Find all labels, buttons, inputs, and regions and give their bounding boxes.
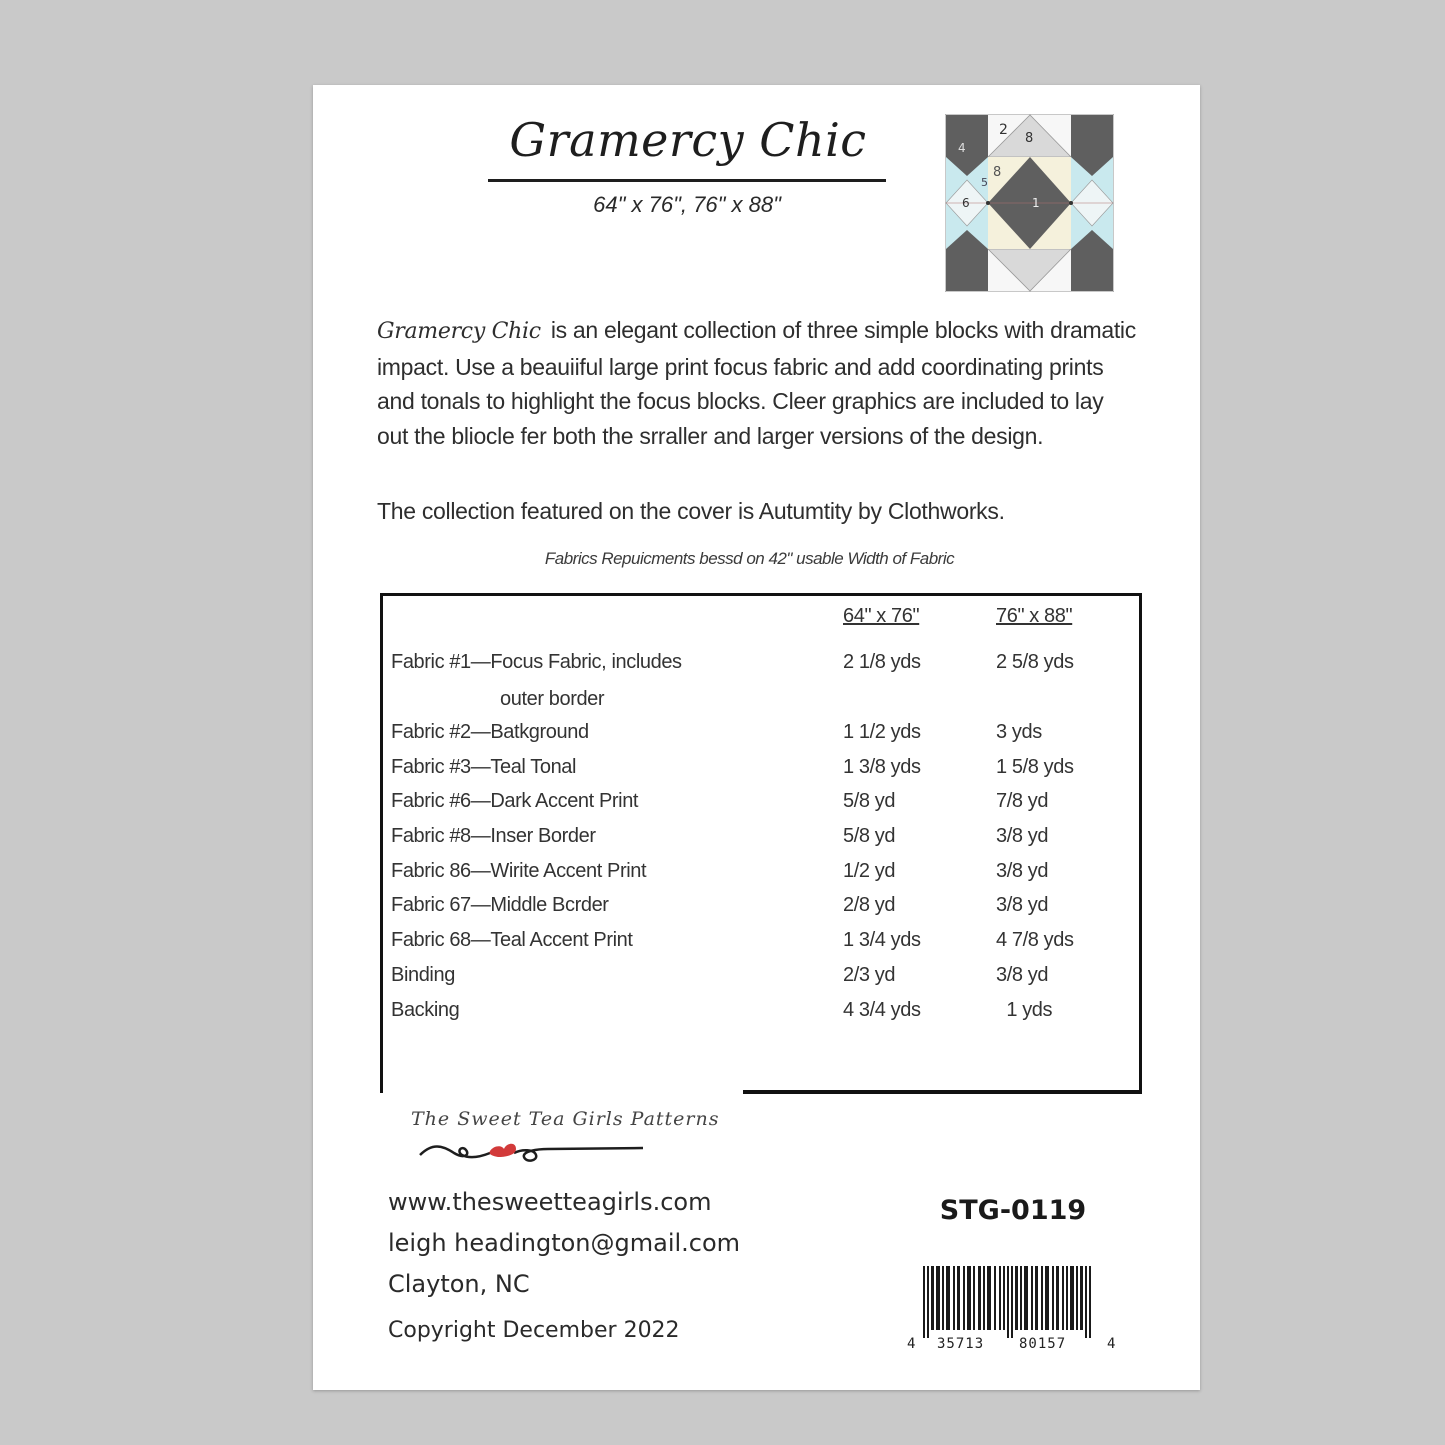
fabric-label: Fabric #2—Batkground [391, 721, 589, 743]
table-row [391, 651, 1131, 721]
barcode-digit-left: 4 [907, 1336, 917, 1352]
description-title: Gramercy Chic [377, 319, 541, 344]
description-body: is an elegant collection of three simple blocks with dramatic impact. Use a beauiiful large print focus fabric and add coordinating prints and tonals to highlight the focus blocks. Cleer graphics are included to lay out the bliocle fer both the srraller and larger versions of the design. [377, 317, 1136, 449]
svg-text:4: 4 [958, 141, 966, 155]
svg-text:8: 8 [1025, 131, 1034, 146]
small-quantity: 5/8 yd [843, 790, 896, 813]
large-quantity: 2 5/8 yds [996, 651, 1074, 673]
large-quantity: 7/8 yd [996, 790, 1049, 813]
fabric-label: Fabric 68—Teal Accent Print [391, 929, 633, 952]
requirements-note: Fabrics Repuicments bessd on 42" usable Width of Fabric [544, 549, 955, 568]
barcode-digits-group2: 80157 [1019, 1336, 1067, 1352]
table-row [391, 929, 1131, 964]
large-quantity: 3/8 yd [996, 894, 1049, 917]
large-quantity: 4 7/8 yds [996, 929, 1074, 952]
barcode-bars-icon [907, 1266, 1119, 1338]
fabric-label: Fabric #1—Focus Fabric, includes [391, 651, 682, 673]
small-quantity: 4 3/4 yds [843, 998, 921, 1021]
fabric-label: Fabric 67—Middle Bcrder [391, 894, 609, 917]
barcode-digit-right: 4 [1107, 1336, 1117, 1352]
small-quantity: 1 3/8 yds [843, 755, 921, 778]
sku-code: STG-0119 [939, 1195, 1087, 1226]
fabric-label: Fabric #3—Teal Tonal [391, 755, 577, 778]
fabric-label-continued: outer border [500, 688, 605, 710]
location: Clayton, NC [388, 1270, 530, 1298]
small-quantity: 2 1/8 yds [843, 651, 921, 673]
svg-text:5: 5 [981, 176, 988, 189]
small-quantity: 1/2 yd [843, 859, 896, 882]
header-large-size: 76" x 88" [996, 605, 1073, 627]
copyright-notice: Copyright December 2022 [388, 1318, 680, 1343]
small-quantity: 1 3/4 yds [843, 929, 921, 952]
quilt-sizes: 64" x 76", 76" x 88" [593, 192, 781, 217]
table-row [391, 860, 1131, 895]
swirl-heart-logo-icon [418, 1135, 648, 1169]
brand-name: The Sweet Tea Girls Patterns [411, 1108, 720, 1130]
fabric-label: Binding [391, 963, 455, 986]
large-quantity: 3 yds [996, 721, 1042, 743]
svg-text:8: 8 [993, 165, 1002, 180]
barcode-digits-group1: 35713 [937, 1336, 985, 1352]
table-row [391, 999, 1131, 1034]
pattern-title: Gramercy Chic [509, 113, 867, 167]
pattern-back-cover [313, 85, 1200, 1390]
small-quantity: 2/3 yd [843, 963, 896, 986]
barcode-digits [907, 1336, 1119, 1356]
large-quantity: 1 5/8 yds [996, 755, 1074, 778]
title-underline [488, 179, 886, 182]
large-quantity: 3/8 yd [996, 963, 1049, 986]
table-header [391, 605, 1131, 643]
table-row [391, 894, 1131, 929]
large-quantity: 3/8 yd [996, 859, 1049, 882]
quilt-block-diagram-icon [945, 114, 1114, 292]
large-quantity: 1 yds [996, 998, 1053, 1021]
svg-text:1: 1 [1032, 196, 1040, 210]
fabric-label: Backing [391, 998, 460, 1021]
large-quantity: 3/8 yd [996, 825, 1049, 848]
table-row [391, 964, 1131, 999]
header-small-size: 64" x 76" [843, 605, 920, 627]
contact-info [388, 1182, 740, 1305]
svg-text:2: 2 [999, 122, 1008, 138]
svg-text:6: 6 [962, 196, 970, 210]
table-row [391, 825, 1131, 860]
fabric-label: Fabric 86—Wirite Accent Print [391, 859, 647, 882]
table-row [391, 721, 1131, 756]
small-quantity: 1 1/2 yds [843, 721, 921, 743]
fabric-requirements-table [391, 605, 1131, 1033]
featured-collection: The collection featured on the cover is Autumtity by Clothworks. [377, 498, 1005, 524]
table-row [391, 790, 1131, 825]
header-label [391, 605, 843, 643]
barcode [907, 1266, 1119, 1356]
fabric-label: Fabric #6—Dark Accent Print [391, 790, 639, 813]
fabric-table-bottom-rule [743, 1090, 1142, 1094]
small-quantity: 5/8 yd [843, 825, 896, 848]
pattern-description [377, 313, 1137, 453]
table-row [391, 756, 1131, 791]
email-link[interactable]: leigh headington@gmail.com [388, 1229, 741, 1257]
small-quantity: 2/8 yd [843, 894, 896, 917]
website-link[interactable]: www.thesweetteagirls.com [388, 1188, 712, 1216]
fabric-label: Fabric #8—Inser Border [391, 825, 596, 848]
